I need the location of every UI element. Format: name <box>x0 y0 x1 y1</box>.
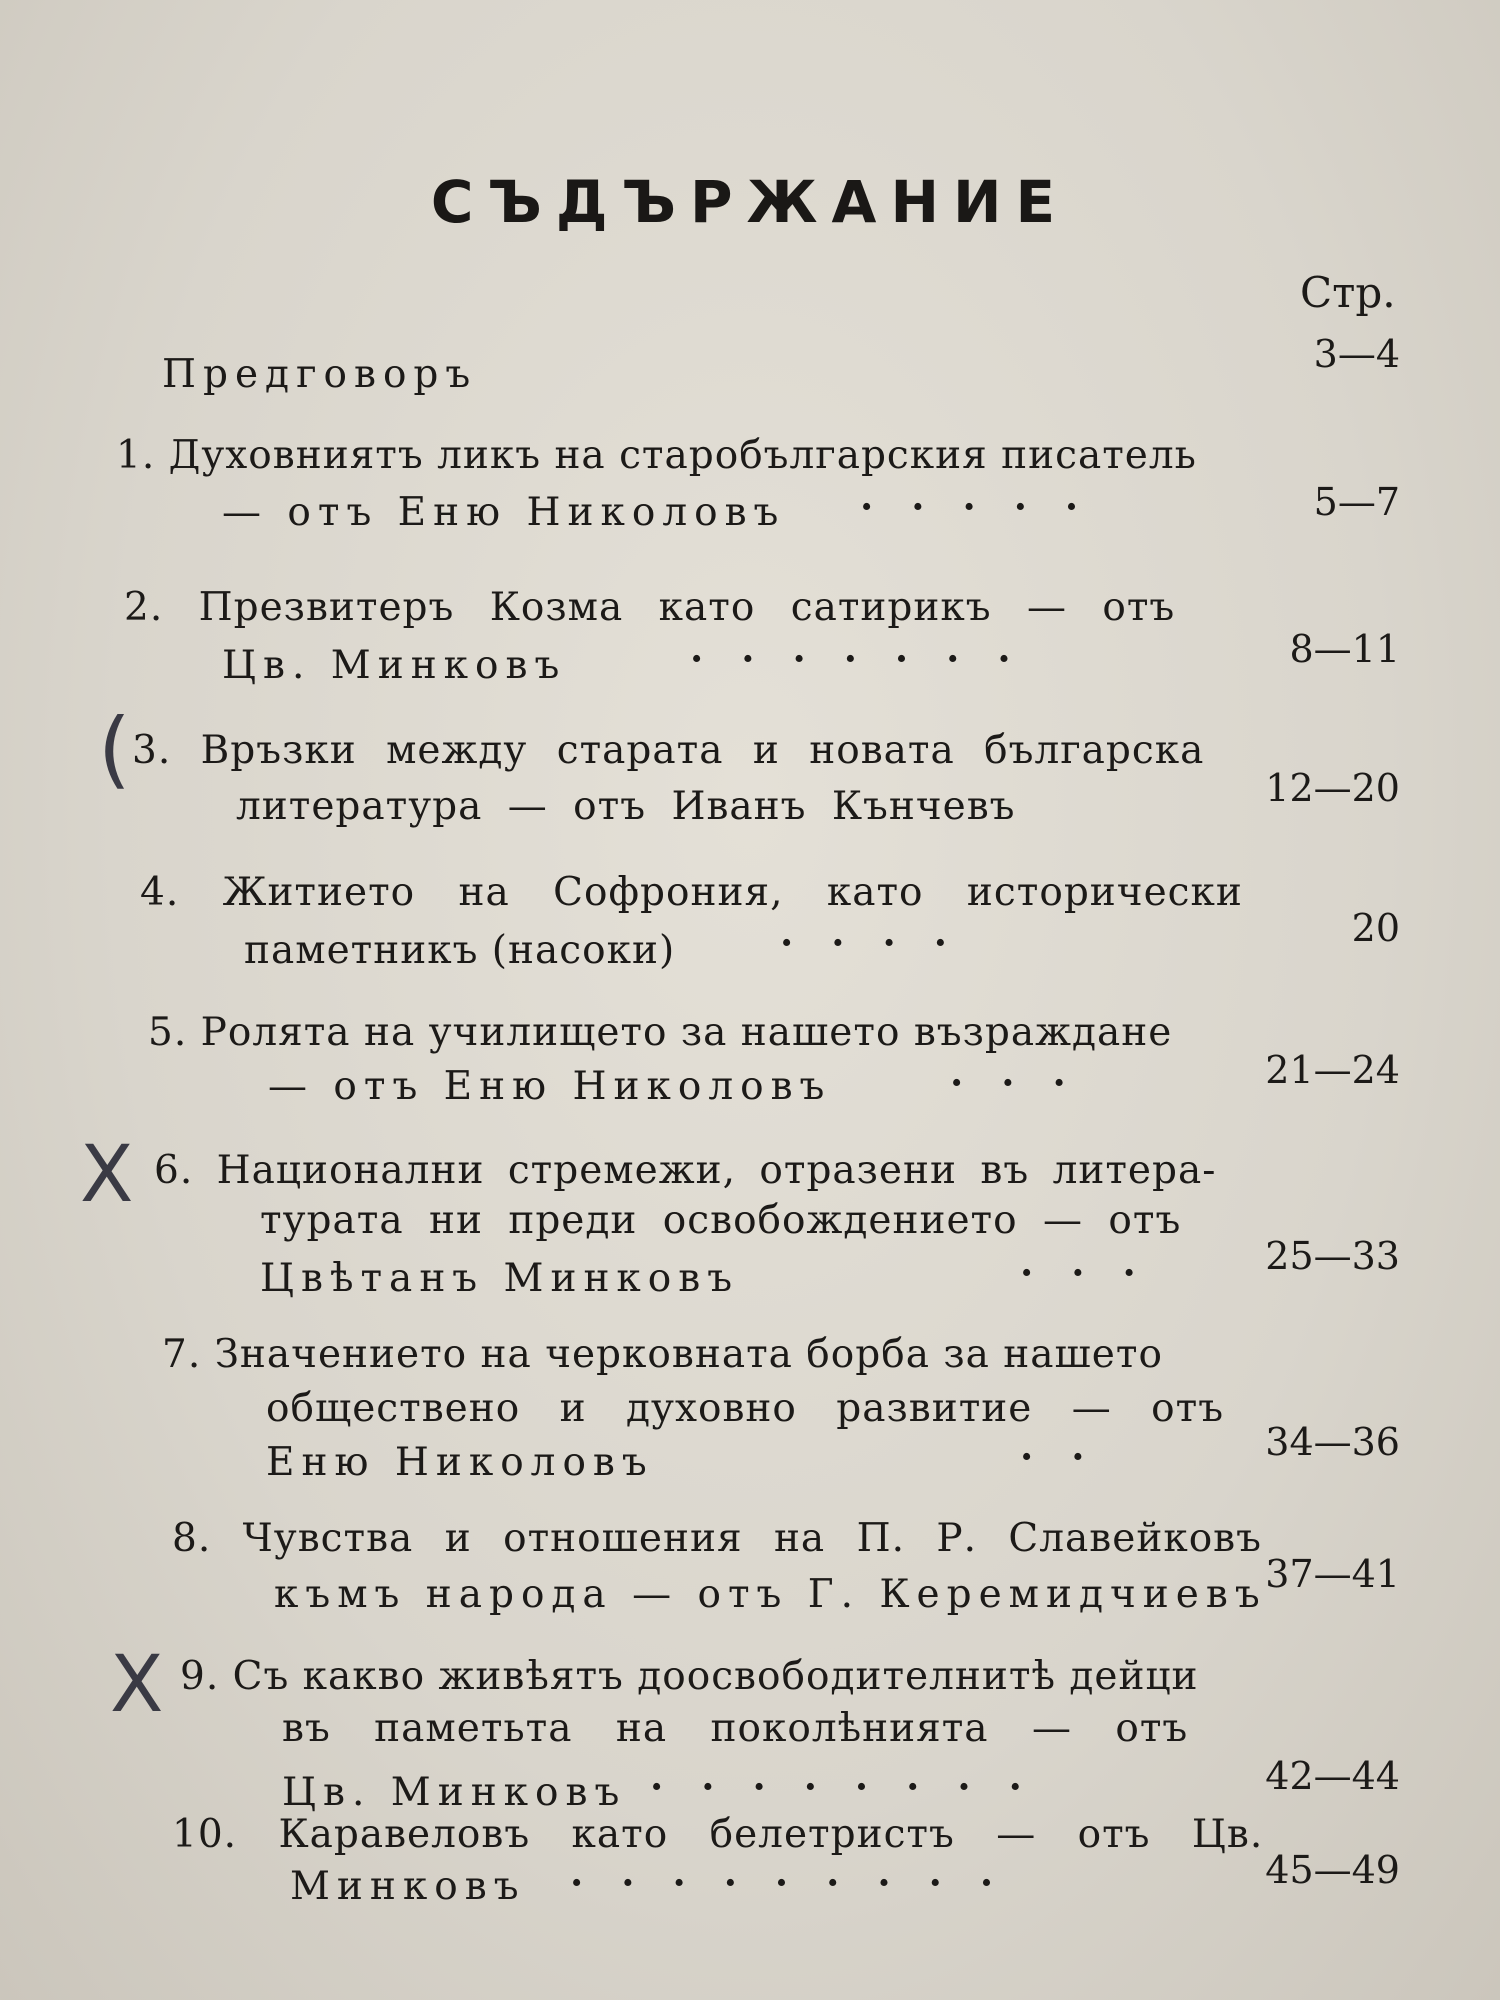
entry-number: 3. <box>132 728 172 773</box>
entry-pages: 21—24 <box>1265 1048 1400 1092</box>
entry-title-line: Цв. Минковъ <box>282 1770 627 1815</box>
entry-pages: 20 <box>1351 906 1400 950</box>
entry-pages: 37—41 <box>1265 1552 1400 1596</box>
leader-dots: ········· <box>570 1860 1032 1905</box>
entry-number: 9. <box>180 1654 220 1699</box>
entry-title-line: Чувства и отношения на П. Р. Славейковъ <box>242 1516 1262 1561</box>
entry-title-line: Минковъ <box>290 1864 526 1909</box>
entry-pages: 5—7 <box>1313 480 1400 524</box>
entry-title-line: къмъ народа — отъ Г. Керемидчиевъ <box>274 1572 1267 1617</box>
entry-title-line: Цвѣтанъ Минковъ <box>260 1256 740 1301</box>
entry-title-line: Връзки между старата и новата българска <box>200 728 1205 773</box>
entry-number: 6. <box>154 1148 194 1193</box>
entry-title-line: литература — отъ Иванъ Кънчевъ <box>236 784 1016 829</box>
entry-title-line: Каравеловъ като белетристъ — отъ Цв. <box>278 1812 1264 1857</box>
entry-pages: 45—49 <box>1265 1848 1400 1892</box>
entry-pages: 3—4 <box>1313 332 1400 376</box>
entry-title-line: турата ни преди освобождението — отъ <box>260 1198 1182 1243</box>
entry-title-line: Цв. Минковъ <box>222 643 567 688</box>
entry-title-line: Еню Николовъ <box>266 1440 654 1485</box>
entry-number: 2. <box>124 585 164 630</box>
entry-number: 4. <box>140 870 180 915</box>
entry-title-line: Национални стремежи, отразени въ литера- <box>216 1148 1217 1193</box>
entry-title-line: — отъ Еню Николовъ <box>268 1064 832 1109</box>
entry-number: 1. <box>116 433 156 478</box>
toc-heading: СЪДЪРЖАНИЕ <box>430 168 1070 236</box>
entry-title-line: Житието на Софрония, като исторически <box>222 870 1243 915</box>
entry-title-line: Съ какво живѣятъ доосвободителнитѣ дейци <box>232 1654 1199 1699</box>
pencil-x-mark: X <box>80 1130 134 1220</box>
leader-dots: ········ <box>650 1764 1060 1809</box>
entry-title-line: — отъ Еню Николовъ <box>222 490 786 535</box>
entry-pages: 42—44 <box>1265 1754 1400 1798</box>
leader-dots: ······· <box>690 636 1049 681</box>
entry-pages: 12—20 <box>1265 766 1400 810</box>
entry-title-line: Презвитеръ Козма като сатирикъ — отъ <box>198 585 1176 630</box>
pencil-x-mark: X <box>110 1640 164 1730</box>
entry-pages: 8—11 <box>1289 627 1400 671</box>
leader-dots: ····· <box>860 484 1117 529</box>
entry-title-line: въ паметьта на поколѣнията — отъ <box>282 1706 1189 1751</box>
leader-dots: ···· <box>780 920 985 965</box>
entry-title-line: Духовниятъ ликъ на старобългарския писатель <box>168 433 1197 478</box>
entry-number: 5. <box>148 1010 188 1055</box>
leader-dots: ··· <box>950 1060 1104 1105</box>
entry-title-line: паметникъ (насоки) <box>244 928 676 973</box>
pencil-circle-mark: ( <box>98 700 131 798</box>
page-column-label: Стр. <box>1300 268 1396 317</box>
entry-title-line: Значението на черковната борба за нашето <box>214 1332 1163 1377</box>
entry-title-line: обществено и духовно развитие — отъ <box>266 1386 1225 1431</box>
leader-dots: ·· <box>1020 1434 1123 1479</box>
entry-number: 7. <box>162 1332 202 1377</box>
entry-pages: 34—36 <box>1265 1420 1400 1464</box>
entry-number: 10. <box>172 1812 238 1857</box>
entry-title-line: Предговоръ <box>162 352 478 397</box>
entry-title-line: Ролята на училището за нашето възраждане <box>200 1010 1173 1055</box>
entry-number: 8. <box>172 1516 212 1561</box>
leader-dots: ··· <box>1020 1250 1174 1295</box>
entry-pages: 25—33 <box>1265 1234 1400 1278</box>
